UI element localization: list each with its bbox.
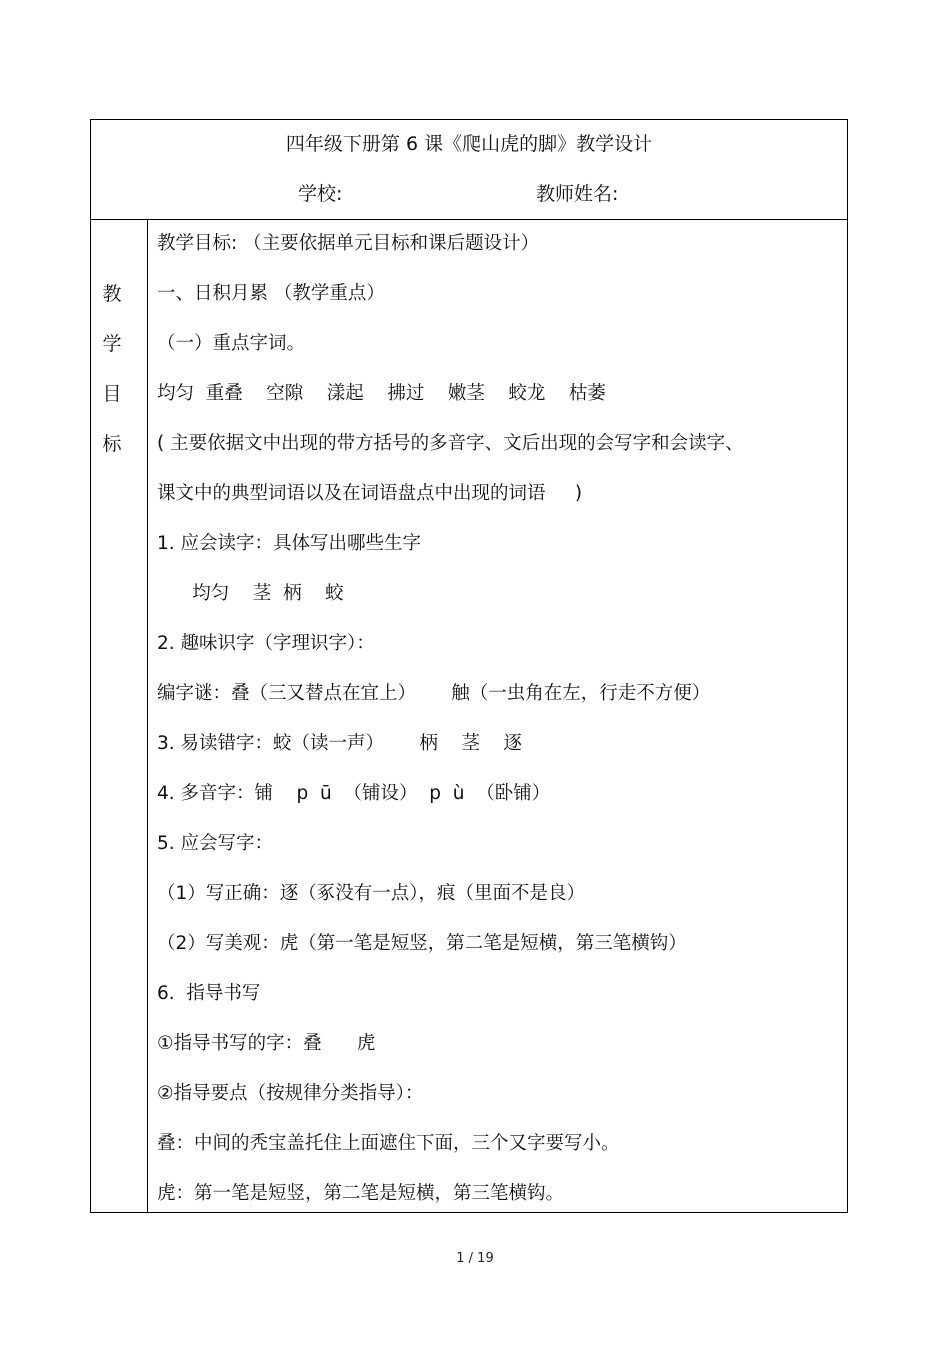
content-line: 叠：中间的秃宝盖托住上面遮住下面，三个又字要写小。: [157, 1133, 620, 1154]
content-line: ①指导书写的字：叠 虎: [157, 1033, 376, 1054]
page-number: 1 / 19: [456, 1251, 494, 1266]
content-line: （2）写美观：虎（第一笔是短竖，第二笔是短横，第三笔横钩）: [157, 933, 687, 954]
content-line: 4. 多音字：铺 p ū （铺设） p ù （卧铺）: [157, 783, 551, 804]
side-label-char: 目: [102, 383, 122, 405]
content-line: ②指导要点（按规律分类指导）：: [157, 1083, 424, 1104]
content-line: 虎：第一笔是短竖，第二笔是短横，第三笔横钩。: [157, 1183, 565, 1204]
section-heading: 一、日积月累 （教学重点）: [157, 283, 385, 304]
content-line: 均匀 茎 柄 蛟: [157, 583, 344, 604]
content-line: 5. 应会写字：: [157, 833, 274, 854]
side-label-char: 标: [102, 433, 122, 455]
content-line: 1. 应会读字：具体写出哪些生字: [157, 533, 422, 554]
document-title: 四年级下册第 6 课《爬山虎的脚》教学设计: [285, 133, 653, 155]
table-header: [91, 120, 847, 220]
content-line: （1）写正确：逐（豖没有一点），痕（里面不是良）: [157, 883, 586, 904]
side-label-char: 教: [102, 283, 122, 305]
lesson-plan-table: [90, 119, 848, 1213]
side-label-column: [91, 220, 148, 1212]
side-label-char: 学: [102, 333, 122, 355]
content-line: 6. 指导书写: [157, 983, 261, 1004]
school-label: 学校:: [298, 183, 343, 205]
content-line: 课文中的典型词语以及在词语盘点中出现的词语 ): [157, 483, 583, 504]
content-column: [148, 220, 847, 1212]
content-line: 3. 易读错字：蛟（读一声） 柄 茎 逐: [157, 733, 522, 754]
content-line: 2. 趣味识字（字理识字）：: [157, 633, 375, 654]
objective-heading: 教学目标: （主要依据单元目标和课后题设计）: [157, 233, 540, 254]
key-words-line: 均匀 重叠 空隙 漾起 拂过 嫩茎 蛟龙 枯萎: [157, 383, 606, 404]
teacher-name-label: 教师姓名:: [536, 183, 619, 205]
content-line: 编字谜：叠（三又替点在宜上） 触（一虫角在左，行走不方便）: [157, 683, 711, 704]
content-line: ( 主要依据文中出现的带方括号的多音字、文后出现的会写字和会读字、: [157, 433, 744, 454]
subsection-heading: （一）重点字词。: [157, 333, 306, 354]
